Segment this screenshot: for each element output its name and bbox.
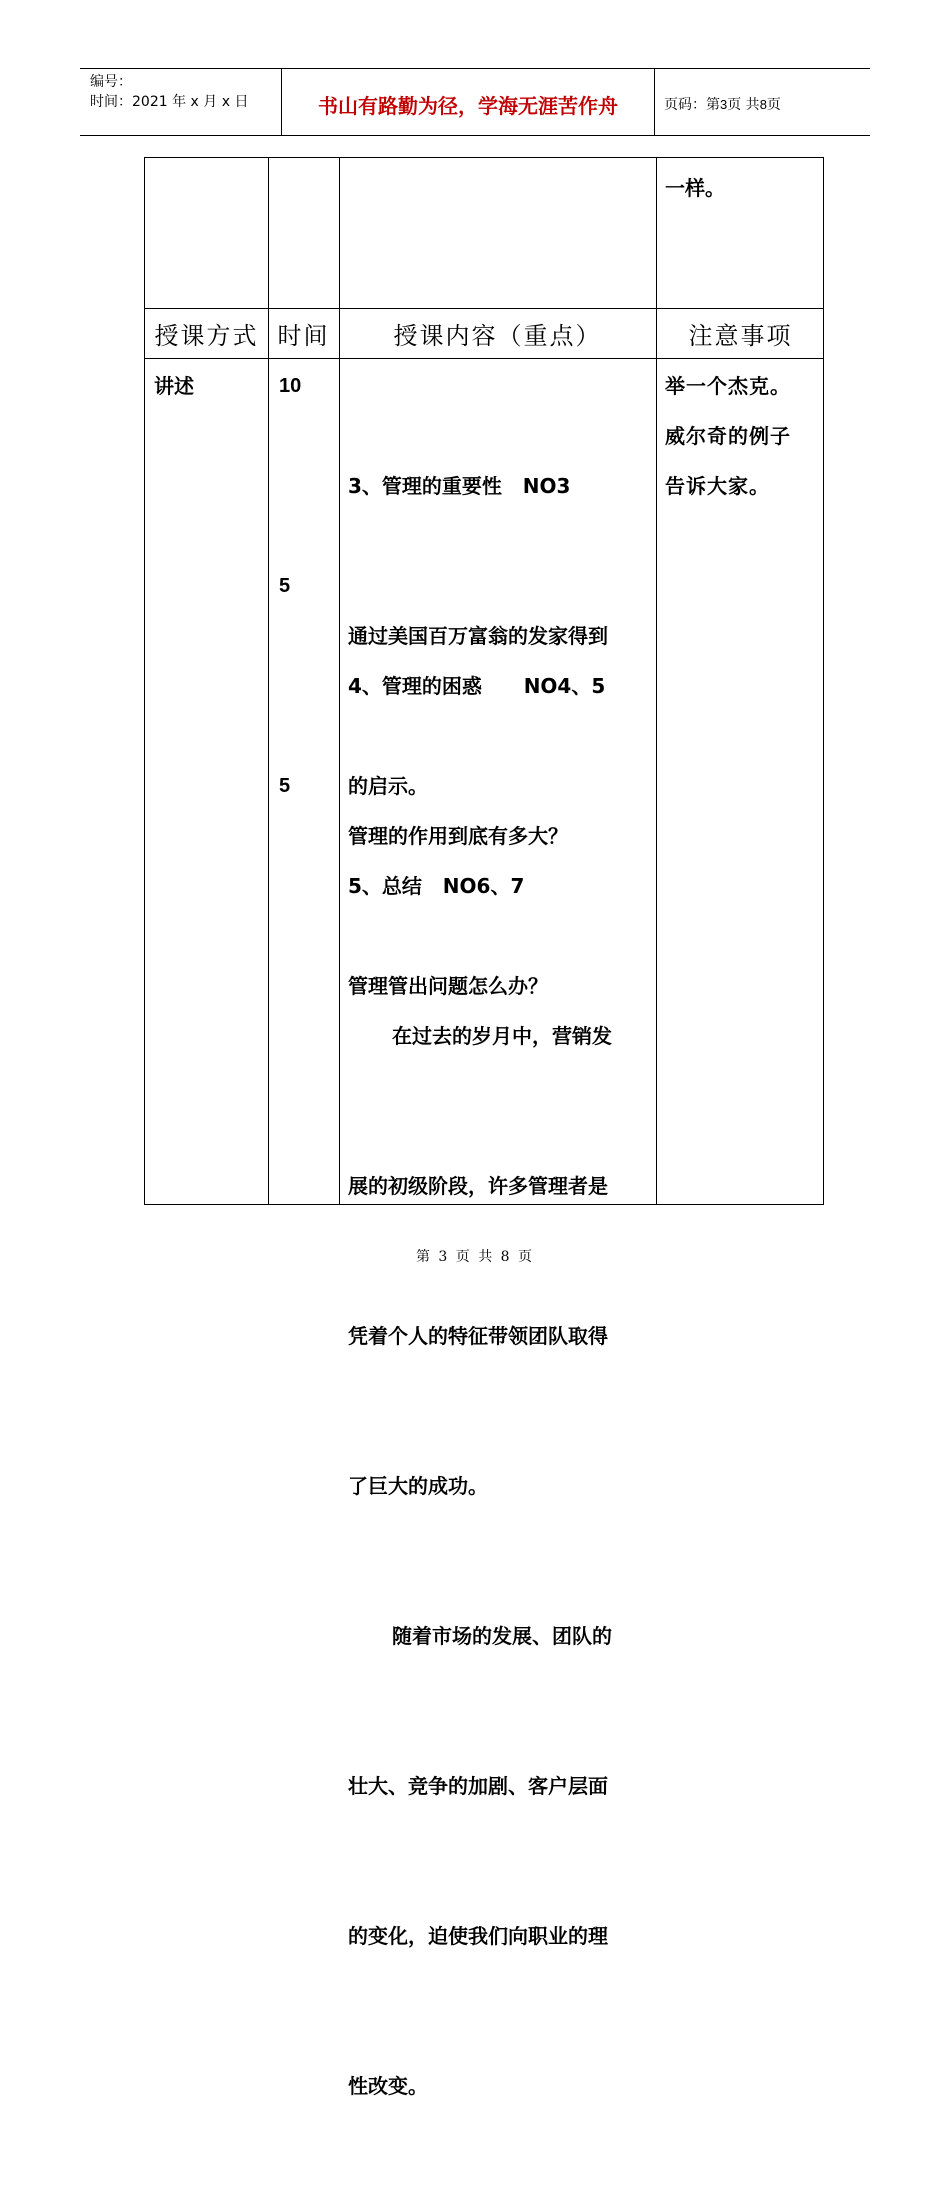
notes-cell [665,361,791,511]
content-section-3 [348,761,612,2211]
top-row-note: 一样。 [665,176,725,200]
content-line: 通过美国百万富翁的发家得到 [348,624,608,648]
note-line: 威尔奇的例子 [665,424,791,448]
method-value: 讲述 [154,374,194,398]
number-label: 编号： [90,74,132,90]
time-label: 时间：2021 年 x 月 x 日 [90,94,249,110]
header-meta [90,72,248,112]
content-line: 在过去的岁月中，营销发 [392,1024,612,1048]
column-header-notes: 注意事项 [688,322,793,350]
page-total: 8 [759,97,767,112]
content-line: 性改变。 [348,2074,428,2098]
header-divider-right [654,68,655,135]
page-prefix: 页码：第 [664,97,720,113]
content-line: 壮大、竞争的加剧、客户层面 [348,1774,608,1798]
column-header-method: 授课方式 [154,322,259,350]
page-mid: 页 共 [727,97,760,113]
page-footer: 第 3 页 共 8 页 [415,1249,535,1265]
header-top-rule [80,68,870,69]
page-current: 3 [720,97,728,112]
section-title: 4、管理的困惑 NO4、5 [348,674,606,698]
time-value-1: 10 [279,375,302,397]
column-header-time: 时间 [277,322,330,350]
note-line: 举一个杰克。 [665,374,791,398]
note-line: 告诉大家。 [665,474,770,498]
content-line: 了巨大的成功。 [348,1474,488,1498]
row-divider-1 [145,308,823,309]
page-indicator [664,94,781,114]
content-line: 的变化，迫使我们向职业的理 [348,1924,608,1948]
header-bottom-rule [80,135,870,136]
content-line: 的启示。 [348,774,428,798]
section-title: 5、总结 NO6、7 [348,874,525,898]
time-value-2: 5 [279,575,291,597]
content-line: 管理的作用到底有多大？ [348,824,568,848]
time-value-3: 5 [279,775,291,797]
content-line: 管理管出问题怎么办？ [348,974,548,998]
content-line: 展的初级阶段，许多管理者是 [348,1174,608,1198]
content-line: 随着市场的发展、团队的 [392,1624,612,1648]
section-title: 3、管理的重要性 NO3 [348,474,571,498]
motto: 书山有路勤为径，学海无涯苦作舟 [318,94,618,118]
column-header-content: 授课内容（重点） [393,322,602,350]
content-line: 凭着个人的特征带领团队取得 [348,1324,608,1348]
page-suffix: 页 [766,97,781,113]
